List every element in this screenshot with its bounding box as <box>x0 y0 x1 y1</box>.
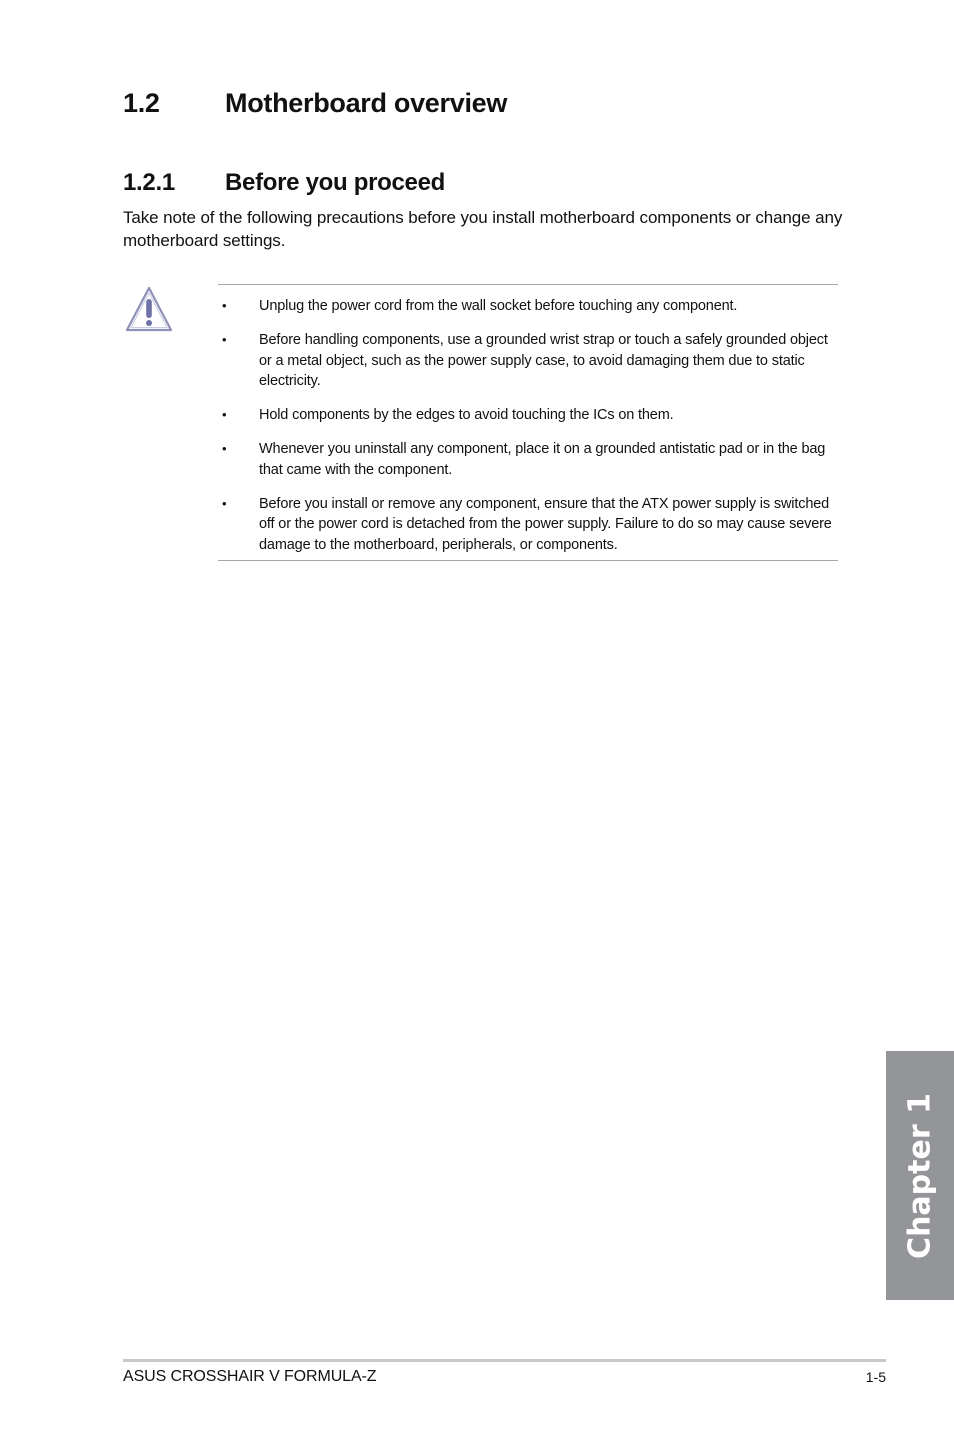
footer-product-name: ASUS CROSSHAIR V FORMULA-Z <box>123 1368 377 1385</box>
subsection-title: Before you proceed <box>225 169 445 196</box>
section-title: Motherboard overview <box>225 88 508 118</box>
caution-item-text: Unplug the power cord from the wall socket before touching any component. <box>259 298 738 314</box>
bullet-mark: • <box>222 407 227 423</box>
bullet-mark: • <box>222 332 227 348</box>
footer-page-number: 1-5 <box>865 1369 886 1385</box>
caution-item-text: Whenever you uninstall any component, place it on a grounded antistatic pad or in the bag that came with the component. <box>259 441 826 478</box>
chapter-tab <box>886 1051 954 1300</box>
caution-item <box>222 439 838 480</box>
subsection-number: 1.2.1 <box>123 169 175 196</box>
bullet-mark: • <box>222 298 227 313</box>
caution-item <box>222 330 838 391</box>
intro-paragraph: Take note of the following precautions before you install motherboard components or change any motherboard settings. <box>123 208 843 250</box>
footer-rule <box>123 1359 886 1362</box>
section-number: 1.2 <box>123 88 160 118</box>
caution-bottom-rule <box>218 560 838 561</box>
bullet-mark: • <box>222 496 227 512</box>
section-heading <box>123 88 507 119</box>
subsection-heading <box>123 169 445 197</box>
bullet-mark: • <box>222 441 227 457</box>
caution-top-rule <box>218 284 838 285</box>
chapter-tab-label: Chapter 1 <box>902 1092 938 1259</box>
caution-item-text: Before you install or remove any component, ensure that the ATX power supply is switched off or the power cord is detached from the power supply. Failure to do so may cause severe damage to the motherboard, peripherals, or components. <box>259 496 832 553</box>
caution-item <box>222 405 838 425</box>
caution-item-text: Hold components by the edges to avoid touching the ICs on them. <box>259 407 674 424</box>
caution-item <box>222 296 838 316</box>
caution-item <box>222 494 838 555</box>
caution-item-text: Before handling components, use a grounded wrist strap or touch a safely grounded object or a metal object, such as the power supply case, to avoid damaging them due to static electricity. <box>259 332 828 389</box>
warning-triangle-icon <box>124 286 174 332</box>
caution-list <box>222 296 838 569</box>
